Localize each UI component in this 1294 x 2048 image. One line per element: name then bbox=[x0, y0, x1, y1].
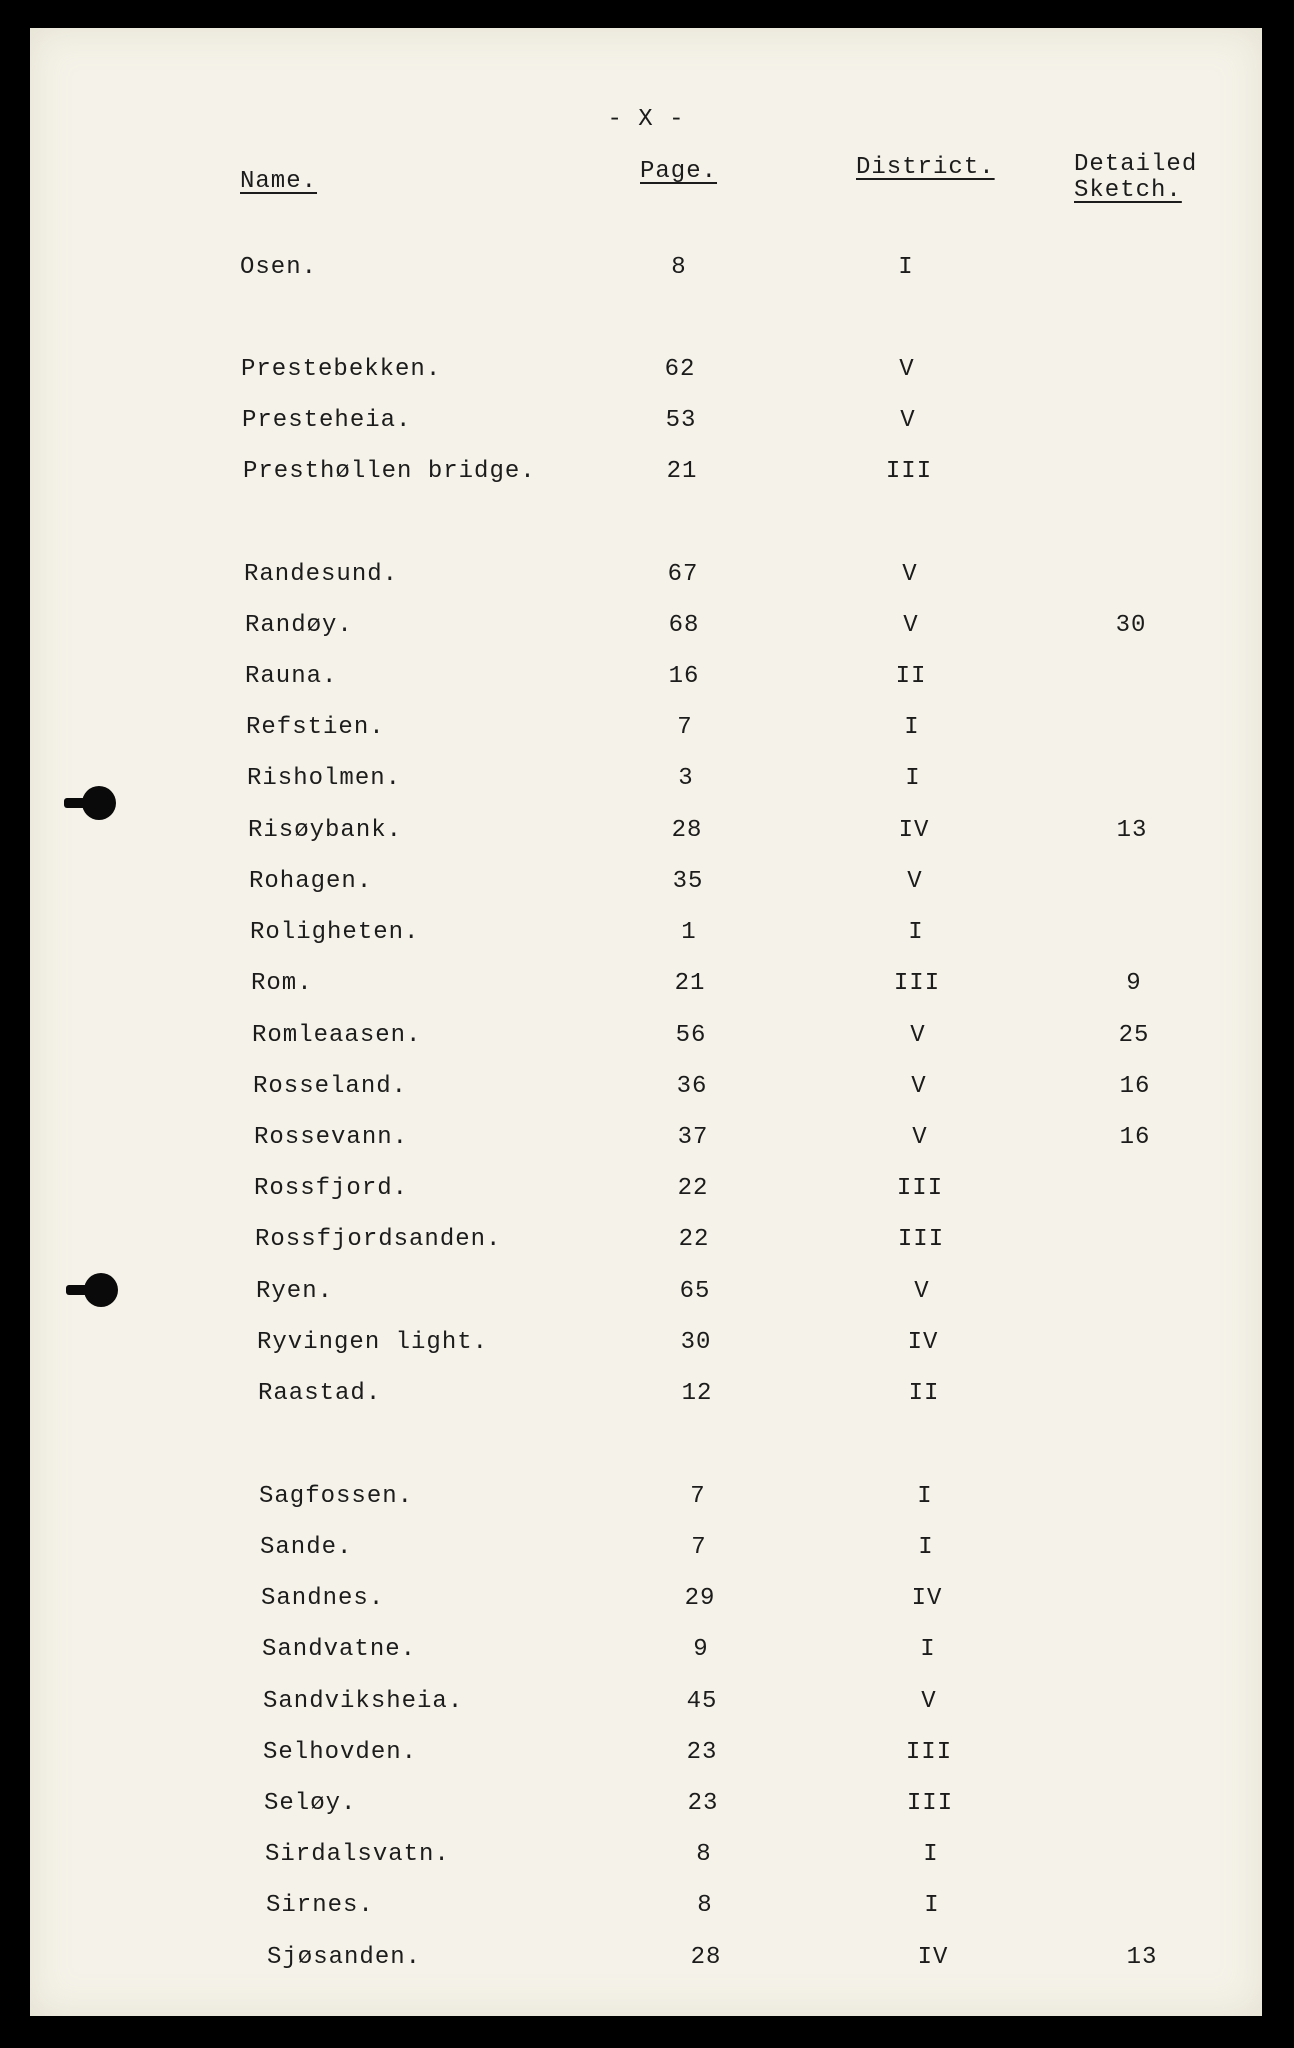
header-sketch bbox=[1074, 152, 1197, 204]
row-page: 22 bbox=[677, 1175, 709, 1202]
row-page: 53 bbox=[665, 407, 697, 434]
row-page: 7 bbox=[691, 1534, 707, 1561]
row-page: 37 bbox=[677, 1124, 709, 1151]
row-page: 22 bbox=[678, 1226, 710, 1253]
row-name: Rom. bbox=[251, 970, 313, 997]
row-district: II bbox=[895, 663, 927, 690]
row-district: III bbox=[893, 970, 941, 997]
row-district: V bbox=[902, 561, 918, 588]
row-sketch: 13 bbox=[1116, 817, 1148, 844]
row-page: 28 bbox=[690, 1944, 722, 1971]
row-name: Romleaasen. bbox=[252, 1022, 422, 1049]
row-district: I bbox=[917, 1483, 933, 1510]
row-district: V bbox=[914, 1278, 930, 1305]
row-page: 12 bbox=[681, 1380, 713, 1407]
row-page: 35 bbox=[672, 868, 704, 895]
row-name: Rohagen. bbox=[249, 868, 373, 895]
row-name: Refstien. bbox=[246, 714, 385, 741]
row-district: III bbox=[905, 1739, 953, 1766]
header-district: District. bbox=[856, 154, 995, 181]
row-sketch: 25 bbox=[1118, 1022, 1150, 1049]
row-name: Ryen. bbox=[256, 1278, 334, 1305]
row-district: III bbox=[885, 458, 933, 485]
row-page: 9 bbox=[693, 1636, 709, 1663]
row-district: V bbox=[907, 868, 923, 895]
row-page: 68 bbox=[668, 612, 700, 639]
row-page: 45 bbox=[686, 1688, 718, 1715]
row-page: 62 bbox=[664, 356, 696, 383]
row-name: Ryvingen light. bbox=[257, 1329, 489, 1356]
row-name: Sagfossen. bbox=[259, 1483, 414, 1510]
row-name: Rossfjord. bbox=[254, 1175, 409, 1202]
row-sketch: 16 bbox=[1119, 1124, 1151, 1151]
row-page: 23 bbox=[686, 1739, 718, 1766]
row-page: 29 bbox=[684, 1585, 716, 1612]
row-page: 8 bbox=[697, 1892, 713, 1919]
row-page: 28 bbox=[671, 817, 703, 844]
row-page: 1 bbox=[681, 919, 697, 946]
page-marker: - X - bbox=[607, 106, 685, 133]
row-name: Risøybank. bbox=[248, 817, 403, 844]
document-page bbox=[30, 28, 1262, 2016]
row-district: V bbox=[912, 1124, 928, 1151]
row-name: Presteheia. bbox=[242, 407, 412, 434]
row-name: Randøy. bbox=[245, 612, 353, 639]
punch-hole-lower bbox=[84, 1273, 118, 1307]
row-district: V bbox=[903, 612, 919, 639]
row-name: Sirdalsvatn. bbox=[265, 1841, 450, 1868]
row-page: 30 bbox=[680, 1329, 712, 1356]
row-name: Randesund. bbox=[244, 561, 399, 588]
row-name: Roligheten. bbox=[250, 919, 420, 946]
row-district: I bbox=[908, 919, 924, 946]
row-district: I bbox=[904, 714, 920, 741]
row-name: Osen. bbox=[240, 254, 318, 281]
row-district: IV bbox=[911, 1585, 943, 1612]
row-district: I bbox=[924, 1892, 940, 1919]
row-name: Risholmen. bbox=[247, 765, 402, 792]
row-page: 65 bbox=[679, 1278, 711, 1305]
row-name: Seløy. bbox=[264, 1790, 357, 1817]
row-page: 8 bbox=[671, 254, 687, 281]
row-name: Sjøsanden. bbox=[267, 1944, 422, 1971]
row-sketch: 16 bbox=[1119, 1073, 1151, 1100]
header-sketch-line1: Detailed bbox=[1074, 151, 1198, 178]
row-page: 21 bbox=[666, 458, 698, 485]
row-district: III bbox=[906, 1790, 954, 1817]
row-name: Sirnes. bbox=[266, 1892, 374, 1919]
row-district: I bbox=[905, 765, 921, 792]
row-district: I bbox=[920, 1636, 936, 1663]
row-page: 3 bbox=[678, 765, 694, 792]
row-page: 16 bbox=[668, 663, 700, 690]
row-district: I bbox=[918, 1534, 934, 1561]
row-district: IV bbox=[907, 1329, 939, 1356]
row-name: Rosseland. bbox=[253, 1073, 408, 1100]
row-page: 23 bbox=[687, 1790, 719, 1817]
header-sketch-line2: Sketch. bbox=[1074, 177, 1182, 204]
row-name: Rossevann. bbox=[254, 1124, 409, 1151]
row-page: 56 bbox=[675, 1022, 707, 1049]
row-name: Selhovden. bbox=[263, 1739, 418, 1766]
row-district: V bbox=[900, 407, 916, 434]
row-district: I bbox=[898, 254, 914, 281]
row-page: 8 bbox=[696, 1841, 712, 1868]
header-name: Name. bbox=[240, 168, 318, 195]
row-sketch: 13 bbox=[1126, 1944, 1158, 1971]
header-page: Page. bbox=[640, 158, 718, 185]
row-name: Rauna. bbox=[245, 663, 338, 690]
row-name: Sandviksheia. bbox=[263, 1688, 464, 1715]
punch-hole-upper bbox=[82, 786, 116, 820]
row-district: V bbox=[921, 1688, 937, 1715]
row-district: II bbox=[908, 1380, 940, 1407]
row-sketch: 9 bbox=[1126, 970, 1142, 997]
row-district: V bbox=[911, 1073, 927, 1100]
row-district: V bbox=[899, 356, 915, 383]
row-name: Sandnes. bbox=[261, 1585, 385, 1612]
row-page: 7 bbox=[690, 1483, 706, 1510]
row-name: Sandvatne. bbox=[262, 1636, 417, 1663]
row-page: 36 bbox=[676, 1073, 708, 1100]
row-district: IV bbox=[898, 817, 930, 844]
row-name: Raastad. bbox=[258, 1380, 382, 1407]
row-page: 21 bbox=[674, 970, 706, 997]
row-name: Rossfjordsanden. bbox=[255, 1226, 502, 1253]
row-sketch: 30 bbox=[1115, 612, 1147, 639]
row-district: III bbox=[896, 1175, 944, 1202]
row-district: I bbox=[923, 1841, 939, 1868]
row-page: 67 bbox=[667, 561, 699, 588]
row-district: IV bbox=[917, 1944, 949, 1971]
row-page: 7 bbox=[677, 714, 693, 741]
row-name: Presthøllen bridge. bbox=[243, 458, 536, 485]
row-district: III bbox=[897, 1226, 945, 1253]
row-name: Prestebekken. bbox=[241, 356, 442, 383]
row-district: V bbox=[910, 1022, 926, 1049]
row-name: Sande. bbox=[260, 1534, 353, 1561]
